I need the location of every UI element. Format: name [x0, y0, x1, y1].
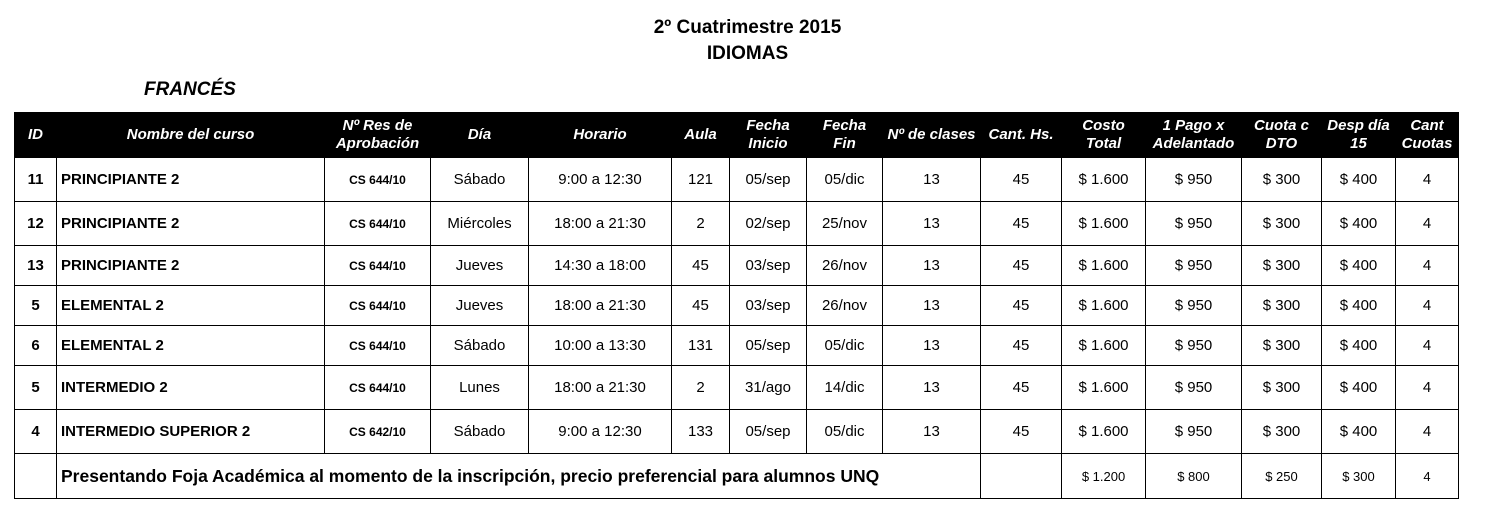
- cell-dia: Jueves: [431, 286, 529, 326]
- cell-resolucion: CS 644/10: [325, 202, 431, 246]
- col-header-fecha-inicio: Fecha Inicio: [730, 113, 807, 158]
- header-row: [15, 113, 1459, 158]
- cell-fecha-inicio: 05/sep: [730, 158, 807, 202]
- col-header-horas: Cant. Hs.: [981, 113, 1062, 158]
- document-title: 2º Cuatrimestre 2015: [653, 17, 842, 38]
- cell-resolucion: CS 644/10: [325, 326, 431, 366]
- cell-id: 6: [15, 326, 57, 366]
- col-header-aula: Aula: [672, 113, 730, 158]
- cell-horario: 18:00 a 21:30: [529, 286, 672, 326]
- cell-resolucion: CS 644/10: [325, 158, 431, 202]
- col-header-pago-adelantado: 1 Pago x Adelantado: [1146, 113, 1242, 158]
- cell-aula: 121: [672, 158, 730, 202]
- cell-dia: Lunes: [431, 366, 529, 410]
- cell-horario: 9:00 a 12:30: [529, 158, 672, 202]
- cell-aula: 45: [672, 286, 730, 326]
- cell-horas: 45: [981, 158, 1062, 202]
- cell-id: 13: [15, 246, 57, 286]
- cell-clases: 13: [883, 366, 981, 410]
- cell-costo-total: $ 1.600: [1062, 326, 1146, 366]
- cell-desp-dia: $ 400: [1322, 202, 1396, 246]
- cell-fecha-inicio: 02/sep: [730, 202, 807, 246]
- table-row: [15, 410, 1459, 454]
- cell-resolucion: CS 644/10: [325, 366, 431, 410]
- cell-cant-cuotas: 4: [1396, 246, 1459, 286]
- footer-row: [15, 454, 1459, 499]
- cell-horario: 9:00 a 12:30: [529, 410, 672, 454]
- cell-cant-cuotas: 4: [1396, 366, 1459, 410]
- cell-horas: 45: [981, 246, 1062, 286]
- col-header-nombre: Nombre del curso: [57, 113, 325, 158]
- cell-horas: 45: [981, 410, 1062, 454]
- table-row: [15, 158, 1459, 202]
- col-header-costo-total: Costo Total: [1062, 113, 1146, 158]
- cell-id: 5: [15, 366, 57, 410]
- cell-desp-dia: $ 400: [1322, 366, 1396, 410]
- cell-dia: Sábado: [431, 326, 529, 366]
- cell-fecha-fin: 14/dic: [807, 366, 883, 410]
- table-row: [15, 326, 1459, 366]
- cell-pago-adelantado: $ 950: [1146, 286, 1242, 326]
- cell-cant-cuotas: 4: [1396, 326, 1459, 366]
- cell-id: 11: [15, 158, 57, 202]
- cell-costo-total: $ 1.200: [1062, 454, 1146, 499]
- cell-desp-dia: $ 400: [1322, 410, 1396, 454]
- cell-fecha-fin: 05/dic: [807, 410, 883, 454]
- cell-dia: Miércoles: [431, 202, 529, 246]
- cell-clases: 13: [883, 202, 981, 246]
- cell-desp-dia: $ 400: [1322, 158, 1396, 202]
- cell-resolucion: CS 644/10: [325, 286, 431, 326]
- cell-pago-adelantado: $ 950: [1146, 202, 1242, 246]
- cell-nombre: INTERMEDIO SUPERIOR 2: [57, 410, 325, 454]
- table-row: [15, 366, 1459, 410]
- cell-dia: Jueves: [431, 246, 529, 286]
- table-row: [15, 202, 1459, 246]
- cell-fecha-fin: 26/nov: [807, 286, 883, 326]
- cell-fecha-inicio: 05/sep: [730, 410, 807, 454]
- col-header-cuota-dto: Cuota c DTO: [1242, 113, 1322, 158]
- cell-cuota-dto: $ 300: [1242, 286, 1322, 326]
- cell-costo-total: $ 1.600: [1062, 158, 1146, 202]
- cell-cuota-dto: $ 300: [1242, 366, 1322, 410]
- cell-aula: 2: [672, 202, 730, 246]
- cell-horario: 18:00 a 21:30: [529, 202, 672, 246]
- table-row: [15, 286, 1459, 326]
- document-subtitle: IDIOMAS: [706, 43, 789, 64]
- cell-horario: 14:30 a 18:00: [529, 246, 672, 286]
- cell-fecha-fin: 25/nov: [807, 202, 883, 246]
- cell-pago-adelantado: $ 950: [1146, 366, 1242, 410]
- cell-dia: Sábado: [431, 158, 529, 202]
- cell-id: 4: [15, 410, 57, 454]
- cell-desp-dia: $ 400: [1322, 326, 1396, 366]
- cell-cant-cuotas: 4: [1396, 454, 1459, 499]
- preferential-price-note: Presentando Foja Académica al momento de la inscripción, precio preferencial para alumnos UNQ: [57, 454, 981, 499]
- cell-nombre: PRINCIPIANTE 2: [57, 202, 325, 246]
- cell-costo-total: $ 1.600: [1062, 202, 1146, 246]
- cell-cuota-dto: $ 300: [1242, 246, 1322, 286]
- cell-cant-cuotas: 4: [1396, 202, 1459, 246]
- cell-cant-cuotas: 4: [1396, 158, 1459, 202]
- cell-pago-adelantado: $ 950: [1146, 326, 1242, 366]
- cell-cuota-dto: $ 300: [1242, 326, 1322, 366]
- cell-horario: 18:00 a 21:30: [529, 366, 672, 410]
- cell-aula: 131: [672, 326, 730, 366]
- cell-clases: 13: [883, 286, 981, 326]
- cell-costo-total: $ 1.600: [1062, 246, 1146, 286]
- col-header-cant-cuotas: Cant Cuotas: [1396, 113, 1459, 158]
- cell-clases: 13: [883, 410, 981, 454]
- cell-nombre: PRINCIPIANTE 2: [57, 158, 325, 202]
- cell-costo-total: $ 1.600: [1062, 410, 1146, 454]
- cell-costo-total: $ 1.600: [1062, 286, 1146, 326]
- cell-horas: 45: [981, 202, 1062, 246]
- cell-pago-adelantado: $ 950: [1146, 158, 1242, 202]
- cell-empty: [15, 454, 57, 499]
- cell-fecha-inicio: 03/sep: [730, 286, 807, 326]
- cell-horas: 45: [981, 366, 1062, 410]
- cell-fecha-inicio: 31/ago: [730, 366, 807, 410]
- cell-cuota-dto: $ 250: [1242, 454, 1322, 499]
- cell-fecha-inicio: 03/sep: [730, 246, 807, 286]
- cell-nombre: PRINCIPIANTE 2: [57, 246, 325, 286]
- cell-empty: [981, 454, 1062, 499]
- cell-desp-dia: $ 300: [1322, 454, 1396, 499]
- col-header-fecha-fin: Fecha Fin: [807, 113, 883, 158]
- cell-fecha-inicio: 05/sep: [730, 326, 807, 366]
- col-header-id: ID: [15, 113, 57, 158]
- cell-aula: 45: [672, 246, 730, 286]
- cell-fecha-fin: 26/nov: [807, 246, 883, 286]
- cell-nombre: ELEMENTAL 2: [57, 286, 325, 326]
- cell-costo-total: $ 1.600: [1062, 366, 1146, 410]
- cell-clases: 13: [883, 158, 981, 202]
- table-row: [15, 246, 1459, 286]
- col-header-clases: Nº de clases: [883, 113, 981, 158]
- cell-id: 5: [15, 286, 57, 326]
- cell-pago-adelantado: $ 800: [1146, 454, 1242, 499]
- cell-cuota-dto: $ 300: [1242, 158, 1322, 202]
- col-header-desp-dia: Desp día 15: [1322, 113, 1396, 158]
- cell-aula: 2: [672, 366, 730, 410]
- col-header-horario: Horario: [529, 113, 672, 158]
- cell-horario: 10:00 a 13:30: [529, 326, 672, 366]
- cell-resolucion: CS 642/10: [325, 410, 431, 454]
- cell-fecha-fin: 05/dic: [807, 326, 883, 366]
- cell-desp-dia: $ 400: [1322, 246, 1396, 286]
- cell-id: 12: [15, 202, 57, 246]
- cell-fecha-fin: 05/dic: [807, 158, 883, 202]
- cell-pago-adelantado: $ 950: [1146, 410, 1242, 454]
- cell-clases: 13: [883, 246, 981, 286]
- cell-cuota-dto: $ 300: [1242, 202, 1322, 246]
- cell-desp-dia: $ 400: [1322, 286, 1396, 326]
- cell-horas: 45: [981, 326, 1062, 366]
- cell-cant-cuotas: 4: [1396, 286, 1459, 326]
- cell-aula: 133: [672, 410, 730, 454]
- section-title: FRANCÉS: [144, 79, 236, 100]
- cell-resolucion: CS 644/10: [325, 246, 431, 286]
- cell-pago-adelantado: $ 950: [1146, 246, 1242, 286]
- cell-nombre: INTERMEDIO 2: [57, 366, 325, 410]
- cell-clases: 13: [883, 326, 981, 366]
- col-header-dia: Día: [431, 113, 529, 158]
- cell-nombre: ELEMENTAL 2: [57, 326, 325, 366]
- cell-cuota-dto: $ 300: [1242, 410, 1322, 454]
- cell-cant-cuotas: 4: [1396, 410, 1459, 454]
- course-table: [14, 112, 1459, 499]
- cell-dia: Sábado: [431, 410, 529, 454]
- cell-horas: 45: [981, 286, 1062, 326]
- col-header-resolucion: Nº Res de Aprobación: [325, 113, 431, 158]
